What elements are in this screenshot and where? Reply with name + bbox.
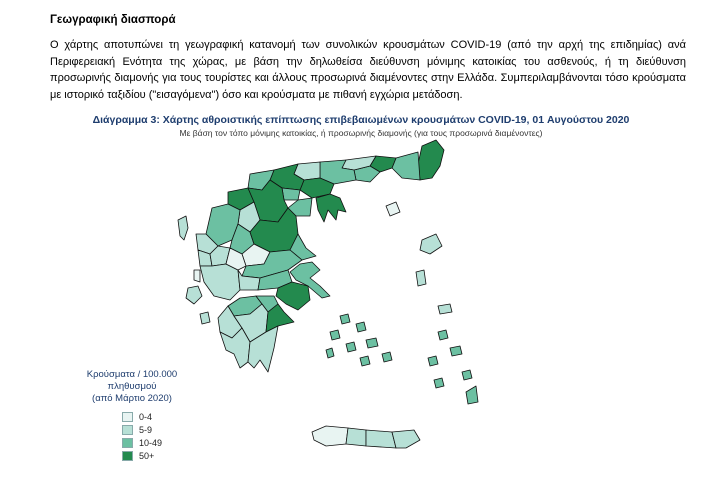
- legend-title-line: (από Μάρτιο 2020): [92, 393, 172, 404]
- legend-title: [62, 369, 202, 405]
- section-heading: Γεωγραφική διασπορά: [50, 14, 176, 26]
- legend-item-50-plus: [122, 450, 222, 461]
- legend-title-line: Κρούσματα / 100.000 πληθυσμού: [86, 369, 178, 392]
- paragraph-line: προσωρινής διαμονής για τους τουρίστες και άλλους προσωρινά διαμένοντες στην Ελλάδα. Συμπεριλαμβάνονται τόσο: [50, 72, 629, 85]
- region-evros: [418, 140, 444, 180]
- legend-swatch: [122, 451, 133, 461]
- legend-swatch: [122, 412, 133, 422]
- legend-label: 10-49: [139, 437, 163, 448]
- legend-list: [62, 411, 222, 461]
- region-rethymno: [346, 428, 366, 446]
- legend-item-5-9: [122, 424, 222, 435]
- legend-label: 0-4: [139, 411, 153, 422]
- figure-title: Διάγραμμα 3: Χάρτης αθροιστικής επίπτωσης επιβεβαιωμένων κρουσμάτων COVID-19, 01 Αυγούστου 2020: [92, 114, 630, 126]
- intro-paragraph: [50, 37, 686, 103]
- region-zakynthos: [200, 312, 210, 324]
- legend-item-0-4: [122, 411, 222, 422]
- region-samos: [438, 304, 452, 314]
- region-lesvos: [420, 234, 442, 254]
- legend-label: 50+: [139, 450, 155, 461]
- region-irakleio: [366, 430, 396, 448]
- region-rodopi: [392, 152, 420, 180]
- region-lasithi: [392, 430, 420, 448]
- figure-subtitle: Με βάση τον τόπο μόνιμης κατοικίας, ή προσωρινής διαμονής (για τους προσωρινά διαμένοντες): [179, 128, 543, 138]
- map-legend: [62, 369, 222, 463]
- region-chios: [416, 270, 426, 286]
- paragraph-line: Ο χάρτης αποτυπώνει τη γεωγραφική κατανομή των συνολικών κρουσμάτων COVID-19 (από την αρχή της επιδημίας) ανά: [50, 39, 686, 51]
- region-kefalonia: [186, 286, 202, 304]
- legend-swatch: [122, 438, 133, 448]
- region-lefkada: [194, 270, 200, 282]
- region-kerkyra: [178, 216, 188, 240]
- legend-label: 5-9: [139, 424, 153, 435]
- region-limnos: [386, 202, 400, 216]
- region-chalkidiki: [316, 194, 346, 222]
- paragraph-line: κρούσματα με ιστορικό ταξιδίου ("εισαγόμενα") όσο και κρούσματα με πιθανή εγχώρια μετάδοση.: [50, 72, 686, 101]
- legend-swatch: [122, 425, 133, 435]
- region-dodekanisa: [428, 330, 478, 404]
- paragraph-line: Περιφερειακή Ενότητα της χώρας, με βάση την δηλωθείσα διεύθυνση μόνιμης κατοικίας του ασθενούς, ή τη διεύθυνση: [50, 55, 686, 68]
- region-kyklades: [326, 314, 392, 366]
- region-chania: [312, 426, 348, 446]
- legend-item-10-49: [122, 437, 222, 448]
- region-aitoloakarnania: [200, 264, 240, 300]
- region-imathia: [282, 188, 300, 200]
